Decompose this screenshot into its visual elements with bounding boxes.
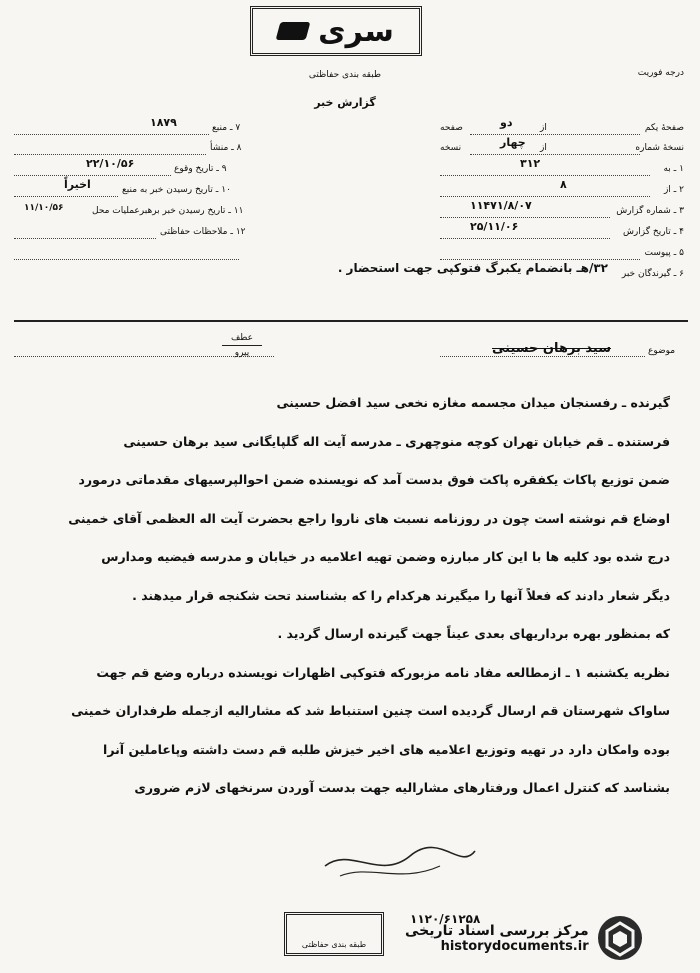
field-rule xyxy=(14,196,118,197)
follow-up-label: پیرو xyxy=(234,348,250,358)
field-rule xyxy=(440,238,610,239)
right-field-mid: از xyxy=(540,123,547,133)
right-field-label: نسخهٔ شماره xyxy=(635,143,684,153)
right-field-label: ۱ ـ به xyxy=(663,164,684,174)
ink-blot-icon xyxy=(276,22,311,40)
right-field-value: دو xyxy=(500,116,513,129)
right-field-label: ۲ ـ از xyxy=(663,185,684,195)
body-line: اوضاع قم نوشته است چون در روزنامه نسبت های ناروا راجع بحضرت آیت اله العظمی آقای خمینی xyxy=(68,510,670,526)
right-field-value: ۲۵/۱۱/۰۶ xyxy=(470,220,519,233)
secret-stamp xyxy=(250,6,422,56)
body-line: درج شده بود کلیه ها با این کار مبارزه وضمن تهیه اعلامیه در خیابان و مدرسه فیضیه ومدارس xyxy=(101,549,670,564)
classification-label: طبقه بندی حفاظتی xyxy=(308,70,382,80)
left-field-value: اخیراً xyxy=(64,178,91,191)
right-field-label: ۳ ـ شماره گزارش xyxy=(616,206,684,216)
handwritten-scribble xyxy=(320,836,480,886)
right-field-value: ۳۱۲ xyxy=(520,157,541,170)
left-field-value: ۲۲/۱۰/۵۶ xyxy=(86,157,135,170)
right-field-value: ۳۲/هـ بانضمام یکبرگ فتوکپی جهت استحضار . xyxy=(337,261,608,275)
report-body xyxy=(30,394,670,818)
left-field-value: ۱۸۷۹ xyxy=(150,116,177,129)
left-field-label: ۱۲ ـ ملاحظات حفاظتی xyxy=(160,227,246,237)
body-line: نظریه یکشنبه ۱ ـ ازمطالعه مفاد نامه مزبورکه فتوکپی اظهارات نویسنده درباره وضع قم جهت xyxy=(96,664,670,680)
left-field-label: ۸ ـ منشأ xyxy=(210,143,242,153)
field-rule xyxy=(440,196,650,197)
body-line: ضمن توزیع پاکات یکفقره پاکت فوق بدست آمد که نویسنده ضمن احوالپرسیهای مقدماتی درمورد xyxy=(78,472,670,487)
body-line: دیگر شعار دادند که فعلاً آنها را میگیرند هرکدام را که بشناسند تحت شکنجه قرار میدهند . xyxy=(132,587,670,603)
field-rule xyxy=(14,175,171,176)
subject-label: موضوع xyxy=(648,346,676,356)
reference-label: عطف xyxy=(230,333,254,343)
document-number: ۱۱۲۰/۶۱۲۵۸ xyxy=(410,912,481,926)
right-field-mid: نسخه xyxy=(440,143,462,153)
field-rule xyxy=(440,259,640,260)
reference-divider xyxy=(222,345,262,346)
body-line: ساواک شهرستان قم ارسال گردیده است چنین استنباط شد که مشارالیه ازجمله طرفداران خمینی xyxy=(71,703,670,718)
field-rule xyxy=(14,238,156,239)
field-rule xyxy=(470,134,640,135)
right-field-mid: از xyxy=(540,143,547,153)
field-rule xyxy=(14,259,239,260)
watermark-url: historydocuments.ir xyxy=(440,938,589,954)
archive-logo-icon xyxy=(595,913,645,963)
left-field-value: ۱۱/۱۰/۵۶ xyxy=(24,203,64,213)
classification-stamp-label: طبقه بندی حفاظتی xyxy=(301,940,367,949)
watermark-title: مرکز بررسی اسناد تاریخی xyxy=(405,922,589,939)
right-field-label: ۶ ـ گیرندگان خبر xyxy=(621,269,684,279)
report-title: گزارش خبر xyxy=(314,96,376,109)
right-field-value: ۸ xyxy=(560,178,567,191)
body-line: بوده وامکان دارد در تهیه وتوزیع اعلامیه های اخیر خیزش طلبه قم دست داشته وپاعاملین آنرا xyxy=(103,741,670,757)
body-line: که بمنظور بهره برداریهای بعدی عیناً جهت گیرنده ارسال گردید . xyxy=(277,626,670,641)
watermark-text xyxy=(405,923,589,954)
archive-watermark xyxy=(405,905,695,971)
right-field-label: ۵ ـ پیوست xyxy=(644,248,684,258)
classification-stamp xyxy=(284,912,384,956)
left-field-label: ۷ ـ منبع xyxy=(212,123,241,133)
body-line: گیرنده ـ رفسنجان میدان مجسمه مغازه نخعی سید افضل حسینی xyxy=(276,395,670,410)
right-field-label: صفحهٔ یکم xyxy=(644,123,684,133)
body-line: بشناسد که کنترل اعمال ورفتارهای مشارالیه جهت بدست آوردن سرنخهای لازم ضروری xyxy=(134,780,670,795)
field-rule xyxy=(440,217,610,218)
secret-stamp-text: سری xyxy=(318,13,394,49)
left-field-label: ۹ ـ تاریخ وقوع xyxy=(174,164,227,174)
subject-value: سید برهان حسینی xyxy=(492,341,611,356)
right-field-label: ۴ ـ تاریخ گزارش xyxy=(622,227,684,237)
field-rule xyxy=(14,134,209,135)
field-rule xyxy=(470,154,640,155)
field-rule xyxy=(440,175,650,176)
urgency-label: درجه فوریت xyxy=(637,68,684,78)
left-field-label: ۱۰ ـ تاریخ رسیدن خبر به منبع xyxy=(122,185,231,195)
field-rule xyxy=(440,356,645,357)
field-rule xyxy=(14,154,206,155)
reference-box xyxy=(222,333,262,358)
section-divider xyxy=(14,320,688,322)
body-line: فرستنده ـ قم خیابان تهران کوچه منوچهری ـ مدرسه آیت اله گلپایگانی سید برهان حسینی xyxy=(123,433,670,449)
right-field-value: ۱۱۴۷۱/۸/۰۷ xyxy=(470,199,532,212)
right-field-value: چهار xyxy=(500,136,526,149)
left-field-label: ۱۱ ـ تاریخ رسیدن خبر برهبرعملیات محل xyxy=(92,206,244,216)
right-field-mid: صفحه xyxy=(440,123,463,133)
